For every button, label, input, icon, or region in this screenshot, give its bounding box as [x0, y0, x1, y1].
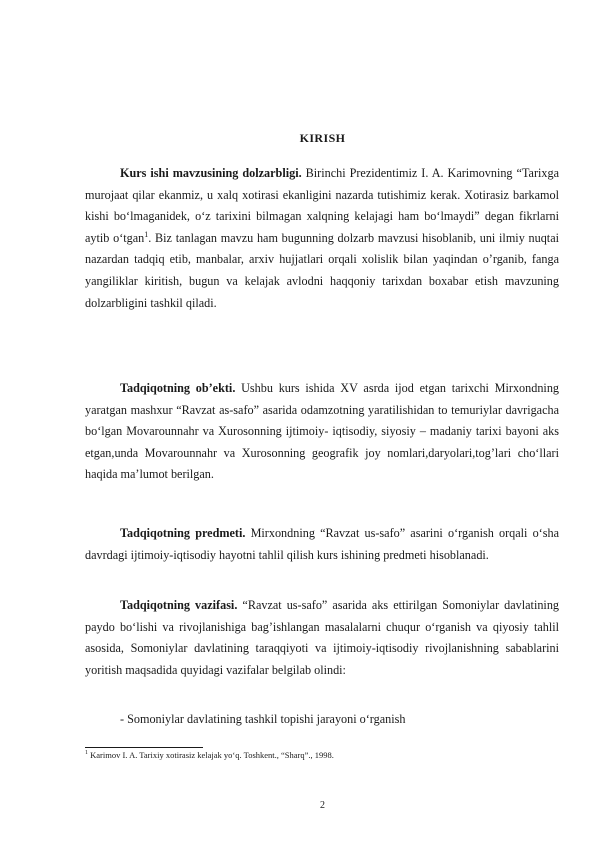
- paragraph-text: Birinchi Prezidentimiz I. A. Karimovning “Tarixga murojaat qilar ekanmiz, u xalq xotirasi ekanligini nazarda tutishimiz kerak. Xotirasiz barkamol kishi bo‘lmaganidek, o‘z tarixini bilmagan xalqning kelajagi ham bo‘lmaydi” degan fikrlarni aytib o‘tgan: [85, 166, 559, 245]
- section-heading: KIRISH: [299, 131, 346, 145]
- paragraph-text-continued: . Biz tanlagan mavzu ham bugunning dolzarb mavzusi hisoblanib, uni ilmiy nuqtai nazardan tadqiq etib, manbalar, arxiv hujjatlari orqali xolislik bilan yaqindan o’rganib, fanga yangiliklar kiritish, bugun va kelajak avlodni haqqoniy tarixdan boxabar etish mavzuning dolzarbligini tashkil qiladi.: [85, 230, 559, 310]
- paragraph-text: Ushbu kurs ishida XV asrda ijod etgan tarixchi Mirxondning yaratgan mashxur “Ravzat as-safo” asarida odamzotning yaratilishidan to temuriylar davrigacha bo‘lgan Movarounnahr va Xurosonning ijtimoiy- iqtisodiy, siyosiy – madaniy tarixi bayoni aks etgan,unda Movarounnahr va Xurosonning geografik joy nomlari,daryolari,tog’lari cho‘llari haqida ma’lumot berilgan.: [85, 381, 560, 482]
- footnote-marker: 1: [85, 750, 88, 757]
- footnote-divider: [85, 747, 203, 748]
- paragraph-relevance: [85, 163, 559, 318]
- paragraph-label: Tadqiqotning ob’ekti.: [120, 381, 236, 395]
- paragraph-label: Kurs ishi mavzusining dolzarbligi.: [120, 166, 302, 180]
- footnote-reference[interactable]: 1: [144, 229, 149, 239]
- task-list-item: - Somoniylar davlatining tashkil topishi jarayoni o‘rganish: [120, 712, 406, 726]
- paragraph-text: Mirxondning “Ravzat us-safo” asarini o‘rganish orqali o‘sha davrdagi ijtimoiy-iqtisodiy hayotni tahlil qilish kurs ishining predmeti hisoblanadi.: [85, 526, 559, 562]
- paragraph-text: “Ravzat us-safo” asarida aks ettirilgan Somoniylar davlatining paydo bo‘lishi va rivojlanishiga bag’ishlangan masalalarni chuqur o‘rganish va qiyosiy tahlil asosida, Somoniylar davlatining taraqqiyoti va ijtimoiy-iqtisodiy rivojlanishning sabablarini yoritish maqsadida quyidagi vazifalar belgilab olindi:: [85, 598, 560, 677]
- paragraph-object: [85, 378, 559, 490]
- paragraph-label: Tadqiqotning predmeti.: [120, 526, 246, 540]
- paragraph-label: Tadqiqotning vazifasi.: [120, 598, 238, 612]
- paragraph-tasks: [85, 595, 559, 685]
- paragraph-subject: [85, 523, 559, 570]
- footnote: [85, 750, 334, 760]
- page-number: 2: [320, 800, 325, 811]
- footnote-text: Karimov I. A. Tarixiy xotirasiz kelajak yo‘q. Toshkent., “Sharq”., 1998.: [88, 750, 334, 760]
